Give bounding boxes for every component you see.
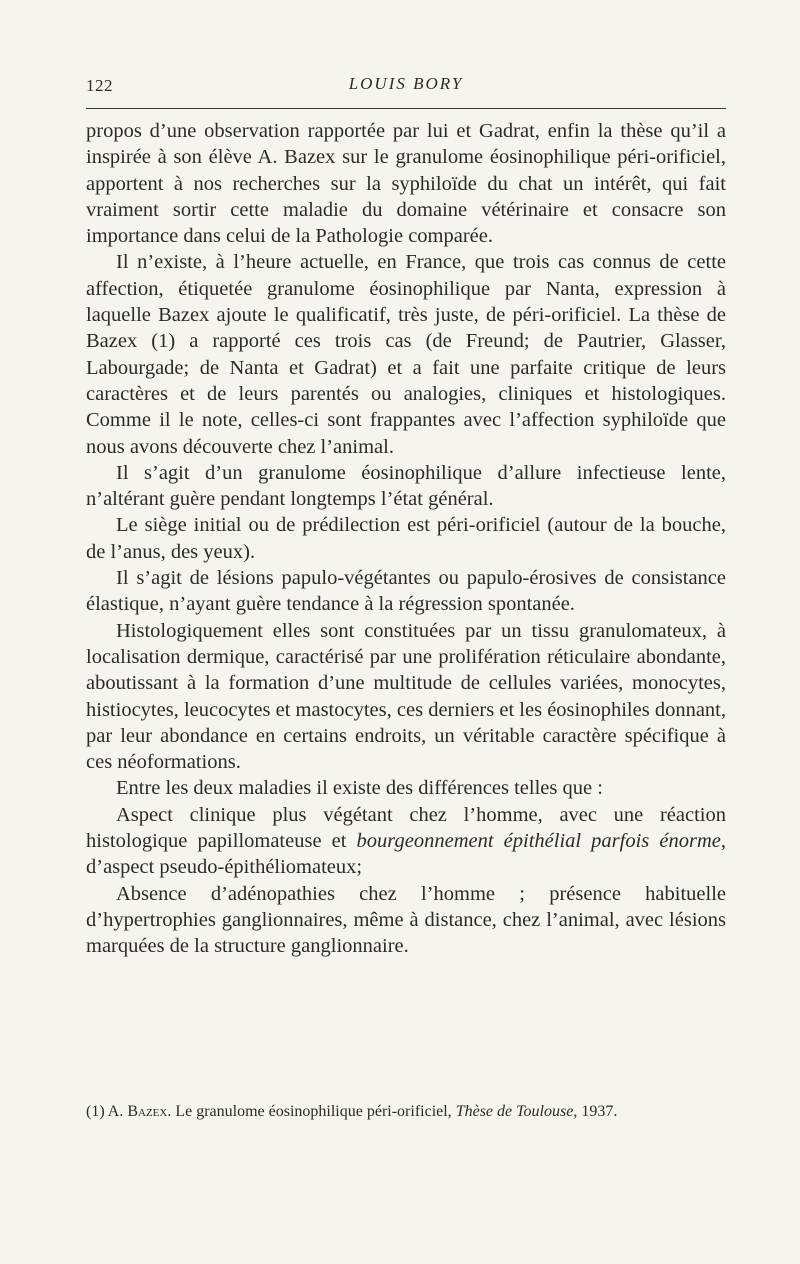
- page-number: 122: [86, 76, 113, 95]
- header-rule: [86, 108, 726, 109]
- page-header: [86, 72, 726, 102]
- paragraph: Le siège initial ou de prédilection est péri-orificiel (autour de la bouche, de l’anus, des yeux).: [86, 514, 726, 563]
- paragraph: Il s’agit de lésions papulo-végétantes ou papulo-érosives de consistance élastique, n’ayant guère tendance à la régression spontanée.: [86, 567, 726, 616]
- running-head: LOUIS BORY: [348, 74, 464, 93]
- paragraph: Entre les deux maladies il existe des différences telles que :: [116, 777, 603, 800]
- paragraph: Il s’agit d’un granulome éosinophilique d’allure infectieuse lente, n’altérant guère pendant longtemps l’état général.: [86, 461, 726, 511]
- footnote: [86, 1100, 726, 1123]
- aspect-tail: , d’aspect pseudo-épithéliomateux;: [86, 830, 726, 879]
- paragraph: Histologiquement elles sont constituées par un tissu granulomateux, à localisation dermique, caractérisé par une prolifération réticulaire abondante, aboutissant à la formation d’une multitude de cellules variées, monocytes, histiocytes, leucocytes et mastocytes, ces derniers et les éosinophiles donnant, par leur abondance en certains endroits, un véritable caractère spécifique à ces néoformations.: [86, 619, 726, 774]
- aspect-italic: bourgeonnement épithélial parfois énorme: [356, 830, 721, 853]
- body-text: [86, 118, 726, 960]
- aspect-lead: Aspect clinique plus végétant chez l’homme, avec une réaction histologique papillomateuse et: [86, 803, 726, 853]
- footnote-marker: (1) A.: [86, 1103, 128, 1120]
- paragraph-continuation: propos d’une observation rapportée par lui et Gadrat, enfin la thèse qu’il a inspirée à son élève A. Bazex sur le granulome éosinophilique péri-orificiel, apportent à nos recherches sur la syphiloïde du chat un intérêt, qui fait vraiment sortir cette maladie du domaine vétérinaire et consacre son importance dans celui de la Pathologie comparée.: [86, 120, 726, 248]
- paragraph: Il n’existe, à l’heure actuelle, en France, que trois cas connus de cette affection, étiquetée granulome éosinophilique par Nanta, expression à laquelle Bazex ajoute le qualificatif, très juste, de péri-orificiel. La thèse de Bazex (1) a rapporté ces trois cas (de Freund; de Pautrier, Glasser, Labourgade; de Nanta et Gadrat) et a fait une parfaite critique de leurs caractères et de leurs parentés ou analogies, cliniques et histologiques. Comme il le note, celles-ci sont frappantes avec l’affection syphiloïde que nous avons découverte chez l’animal.: [86, 251, 726, 458]
- footnote-year: , 1937.: [573, 1103, 618, 1120]
- footnote-author: Bazex: [127, 1103, 168, 1120]
- footnote-text: . Le granulome éosinophilique péri-orificiel,: [167, 1103, 456, 1120]
- paragraph: Absence d’adénopathies chez l’homme ; présence habituelle d’hypertrophies ganglionnaires, même à distance, chez l’animal, avec lésions marquées de la structure ganglionnaire.: [86, 882, 726, 958]
- footnote-title: Thèse de Toulouse: [455, 1103, 574, 1120]
- paragraph-aspect: [86, 802, 726, 881]
